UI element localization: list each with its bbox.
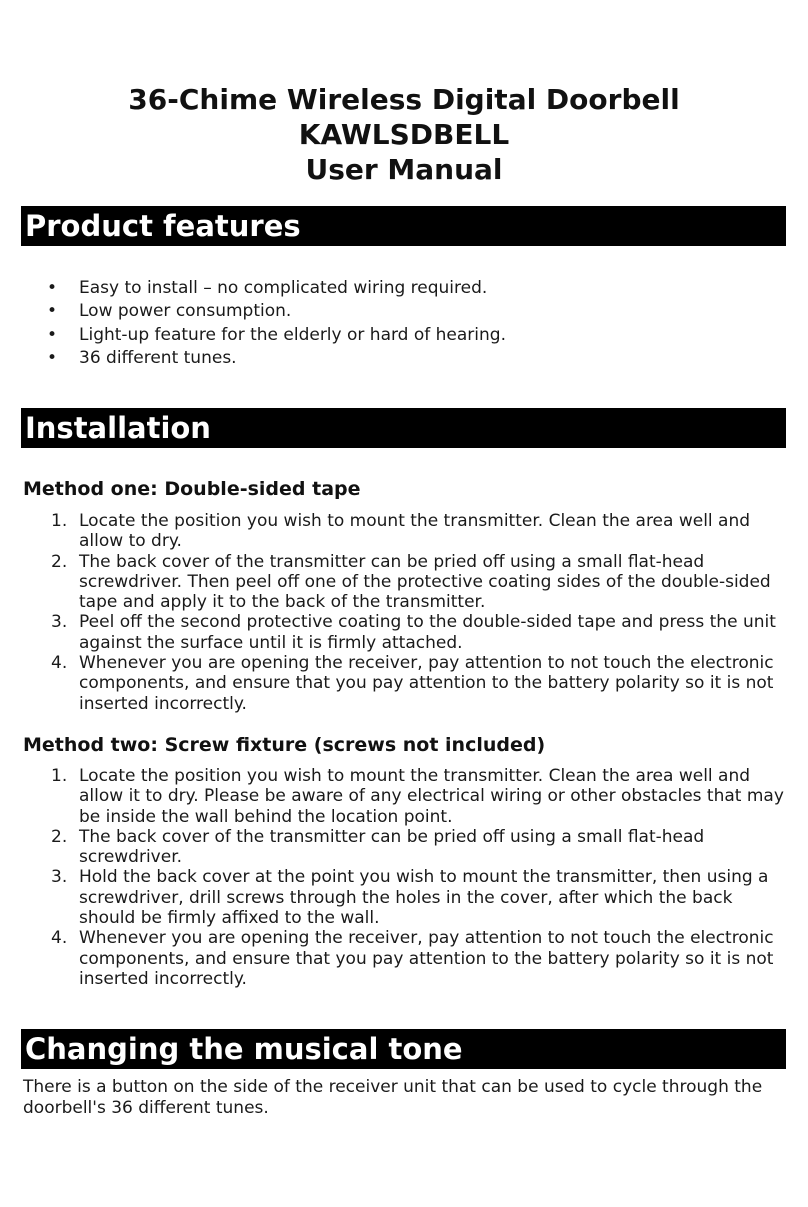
list-item: • Easy to install – no complicated wiring required. (23, 277, 783, 300)
step-item: 2. The back cover of the transmitter can be pried off using a small flat-head screwdriver. (51, 826, 705, 868)
section-heading-tone: Changing the musical tone (21, 1029, 786, 1069)
bullet-icon: • (47, 324, 58, 345)
bullet-icon: • (47, 278, 58, 298)
step-item: 1. Locate the position you wish to mount the transmitter. Clean the area well and allow to dry. (51, 511, 751, 552)
step-item: 3. Peel off the second protective coating to the double-sided tape and press the unit against the surface until it is firmly attached. (51, 612, 776, 653)
list-item: • 36 different tunes. (23, 347, 783, 370)
list-item: • Light-up feature for the elderly or hard of hearing. (23, 324, 783, 347)
tone-paragraph: There is a button on the side of the receiver unit that can be used to cycle through the doorbell's 36 different tunes. (23, 1077, 763, 1118)
title-line-product: 36-Chime Wireless Digital Doorbell (128, 83, 680, 116)
title-line-manual: User Manual (305, 153, 503, 186)
step-item: 2. The back cover of the transmitter can be pried off using a small flat-head screwdriver. Then peel off one of the protective coating sides of the double-sided tape and apply it to the back of the transmitter. (51, 551, 771, 613)
step-item: 4. Whenever you are opening the receiver, pay attention to not touch the electronic components, and ensure that you pay attention to the battery polarity so it is not inserted incorrectly. (51, 653, 774, 714)
step-item: 1. Locate the position you wish to mount the transmitter. Clean the area well and allow it to dry. Please be aware of any electrical wiring or other obstacles that may be inside the wall behind the location point. (51, 766, 784, 827)
step-item: 3. Hold the back cover at the point you wish to mount the transmitter, then using a screwdriver, drill screws through the holes in the cover, after which the back should be firmly affixed to the wall. (51, 867, 769, 929)
features-list (23, 277, 783, 370)
section-heading-features: Product features (21, 206, 786, 246)
title-line-model: KAWLSDBELL (298, 118, 510, 151)
document-title (0, 82, 808, 187)
list-item: • Low power consumption. (23, 300, 783, 323)
step-item: 4. Whenever you are opening the receiver, pay attention to not touch the electronic components, and ensure that you pay attention to the battery polarity so it is not inserted incorrectly. (51, 928, 774, 989)
bullet-icon: • (47, 347, 58, 368)
method-two-steps (23, 766, 788, 989)
section-heading-installation: Installation (21, 408, 786, 448)
bullet-icon: • (47, 301, 58, 322)
method-one-heading: Method one: Double-sided tape (23, 478, 361, 500)
method-two-heading: Method two: Screw fixture (screws not included) (23, 734, 546, 756)
method-one-steps (23, 511, 788, 714)
